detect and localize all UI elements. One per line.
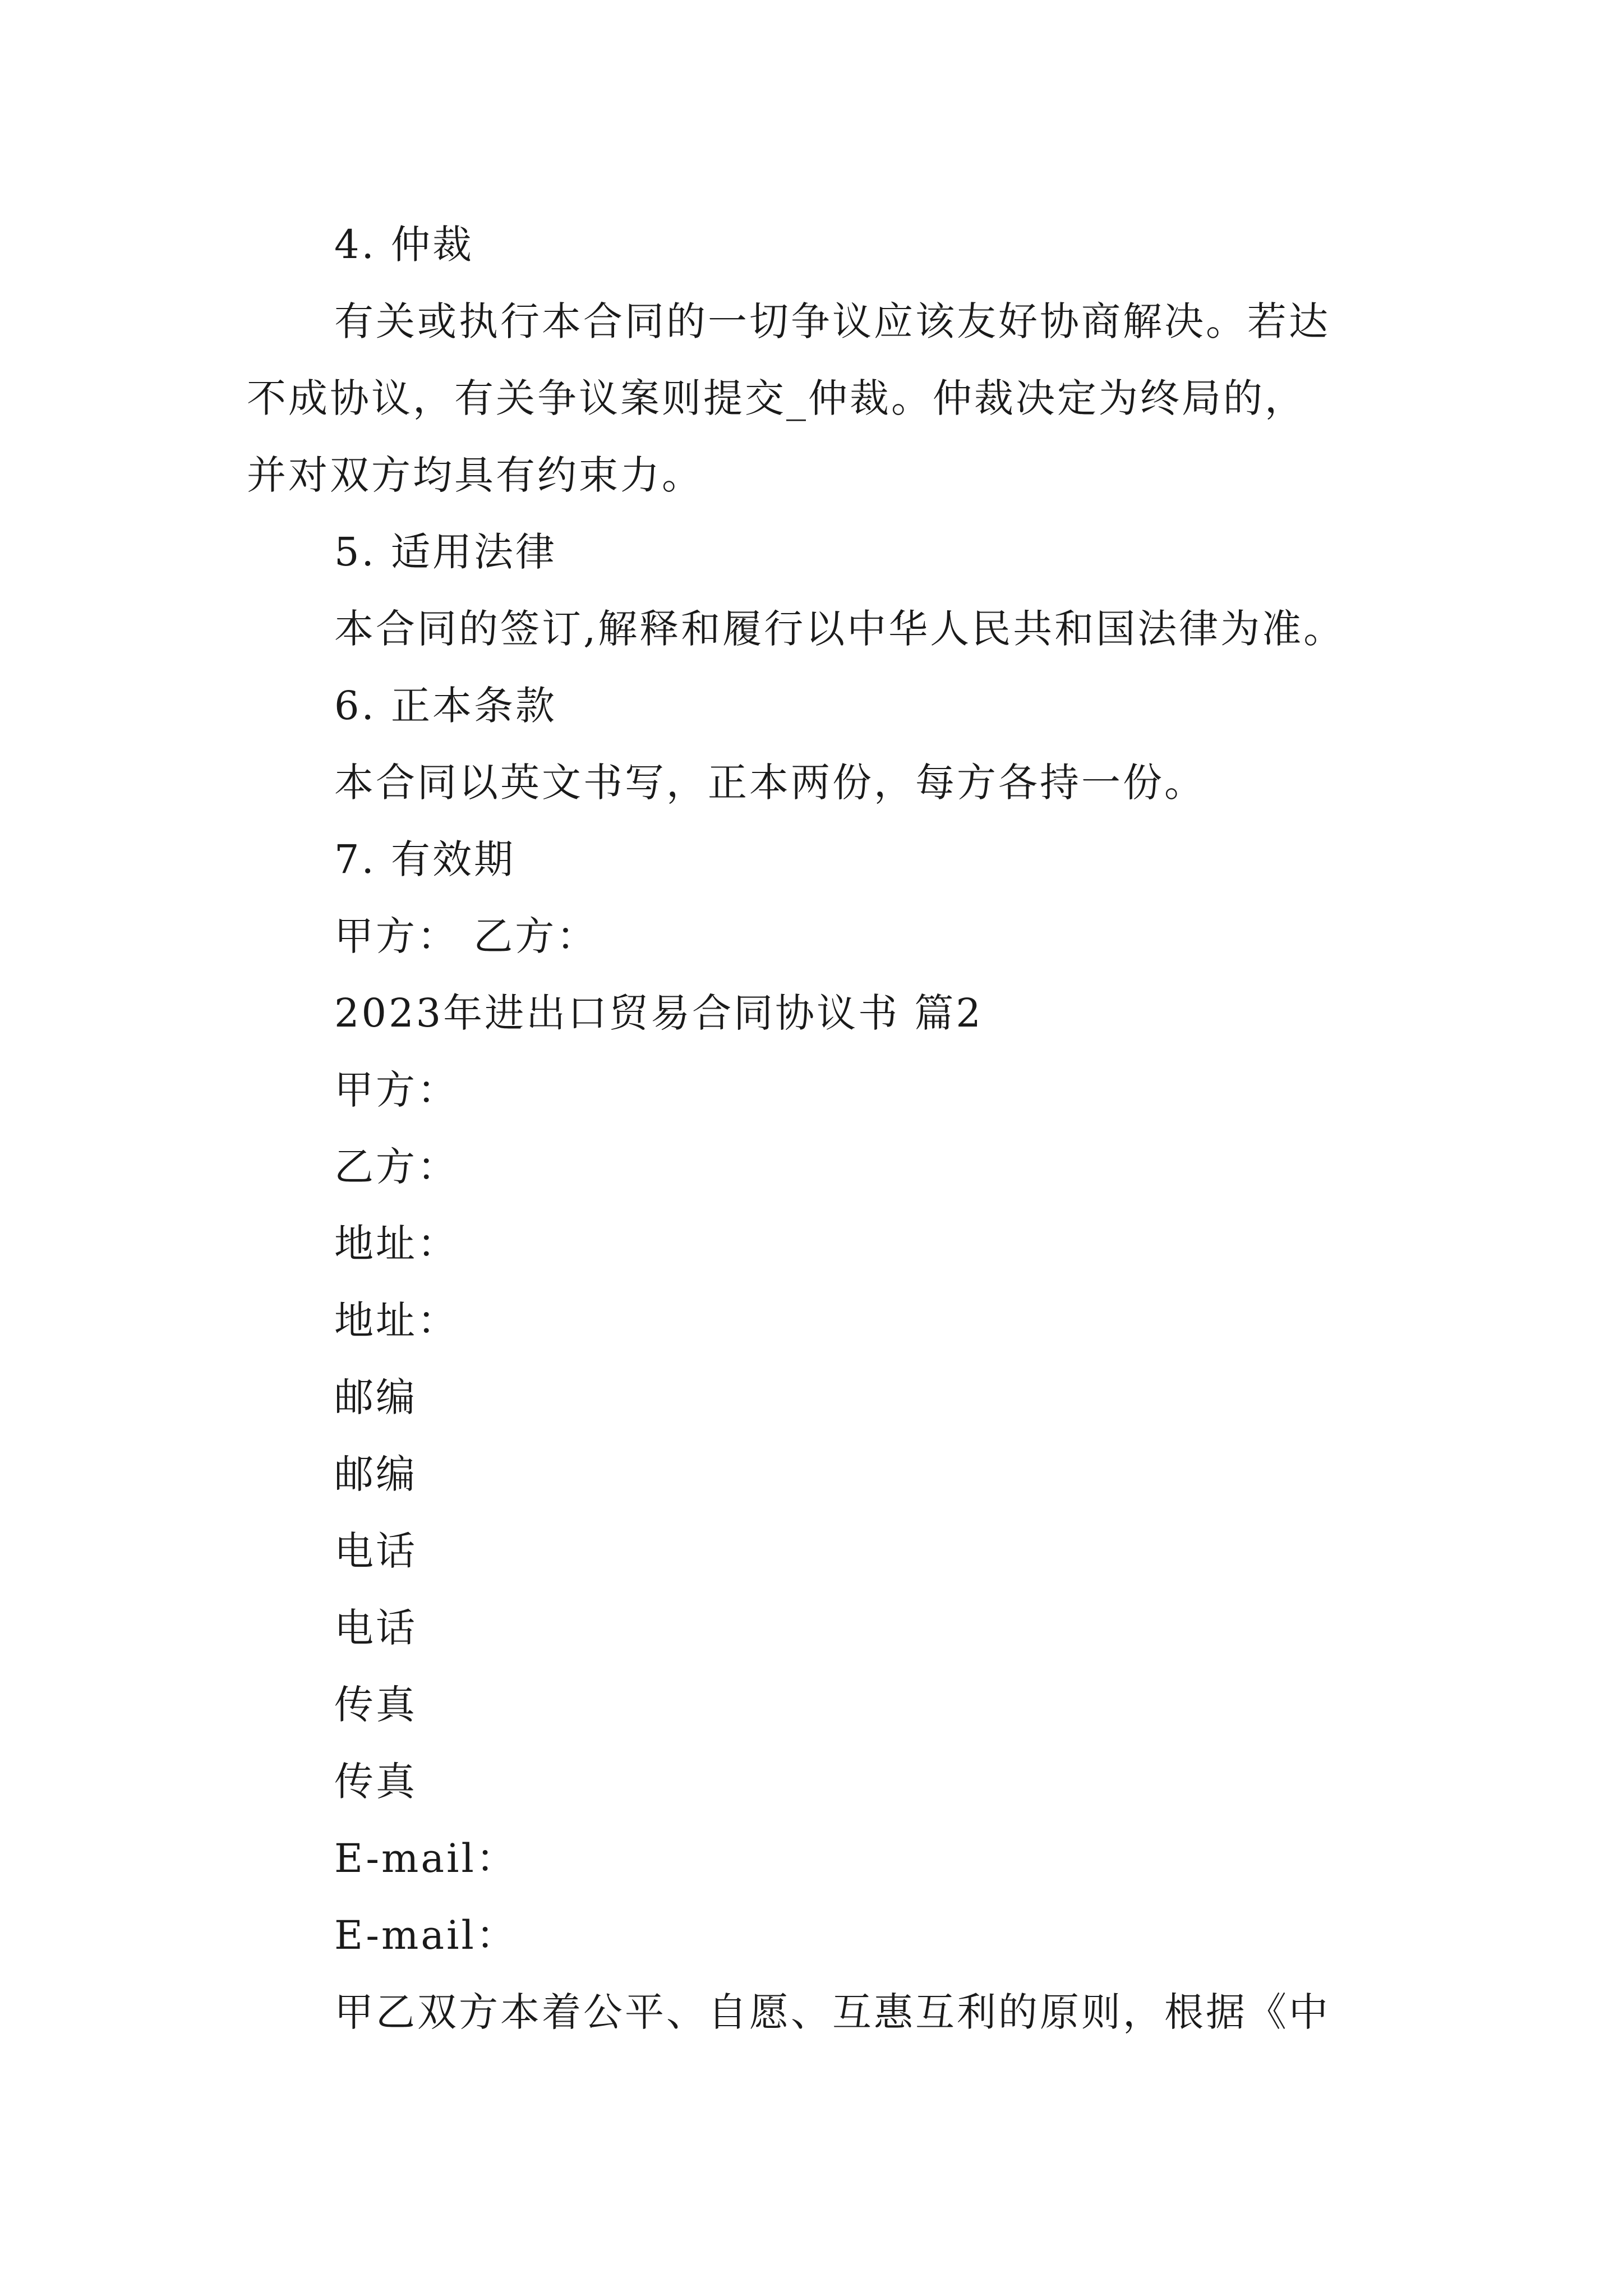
email-label: E-mail： <box>334 1835 518 1881</box>
paragraph-line: 有关或执行本合同的一切争议应该友好协商解决。若达 <box>334 298 1330 344</box>
phone-label: 电话 <box>334 1605 417 1651</box>
email-label: E-mail： <box>334 1912 518 1958</box>
section-6-heading: 6. 正本条款 <box>334 683 557 729</box>
party-b-label: 乙方： <box>334 1144 459 1190</box>
fax-label: 传真 <box>334 1759 417 1805</box>
address-label: 地址： <box>334 1221 459 1267</box>
party-a-label: 甲方： <box>334 1067 459 1113</box>
section-4-heading: 4. 仲裁 <box>334 222 474 268</box>
section-5-heading: 5. 适用法律 <box>334 529 557 575</box>
postcode-label: 邮编 <box>334 1374 417 1420</box>
paragraph-line: 本合同的签订,解释和履行以中华人民共和国法律为准。 <box>334 606 1345 652</box>
section-7-heading: 7. 有效期 <box>334 836 516 882</box>
signature-line: 甲方： 乙方： <box>334 913 598 959</box>
paragraph-line: 甲乙双方本着公平、自愿、互惠互利的原则，根据《中 <box>334 1989 1330 2035</box>
paragraph-line: 本合同以英文书写，正本两份，每方各持一份。 <box>334 760 1206 806</box>
address-label: 地址： <box>334 1297 459 1343</box>
phone-label: 电话 <box>334 1528 417 1574</box>
paragraph-line: 不成协议，有关争议案则提交_仲裁。仲裁决定为终局的， <box>247 375 1306 421</box>
contract-title: 2023年进出口贸易合同协议书 篇2 <box>334 990 983 1036</box>
postcode-label: 邮编 <box>334 1451 417 1497</box>
paragraph-line: 并对双方均具有约束力。 <box>247 452 703 498</box>
fax-label: 传真 <box>334 1682 417 1728</box>
